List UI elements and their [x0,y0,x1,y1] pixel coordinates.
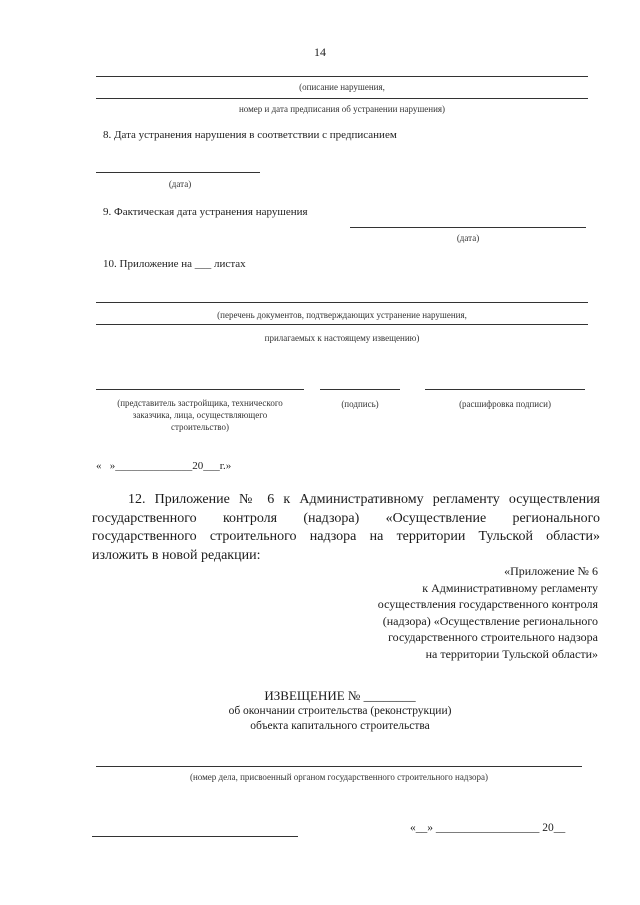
decoding-caption: (расшифровка подписи) [459,399,551,409]
case-number-line [96,766,582,767]
paragraph-12-line-4: изложить в новой редакции: [92,547,261,563]
signature-line [320,389,400,390]
notice-subtitle-1: об окончании строительства (реконструкции) [228,705,452,717]
appendix-line-2: к Административному регламенту [422,580,598,595]
appendix-line-3: осуществления государственного контроля [377,597,598,611]
appendix-line-4: (надзора) «Осуществление регионального [382,613,598,628]
notice-title: ИЗВЕЩЕНИЕ № ________ [264,688,416,703]
notice-subtitle-2: объекта капитального строительства [250,720,430,732]
paragraph-12-line-2: государственного контроля (надзора) «Осуществление регионального [92,510,600,526]
representative-caption-1: (представитель застройщика, технического [117,398,283,408]
signature-caption: (подпись) [341,399,379,409]
violation-desc-caption: (описание нарушения, [299,82,385,92]
representative-line [96,389,304,390]
item-9-date-caption: (дата) [456,233,480,243]
paragraph-12 [92,491,600,565]
representative-caption-2: заказчика, лица, осуществляющего [132,410,268,420]
representative-caption [92,397,308,433]
item-8-date-caption: (дата) [168,179,192,189]
decoding-line [425,389,585,390]
paragraph-12-line-3: государственного строительного надзора на территории Тульской области» [92,529,600,544]
item-9-label: 9. Фактическая дата устранения нарушения [103,206,308,218]
documents-line-1 [96,302,588,303]
item-8-label: 8. Дата устранения нарушения в соответствии с предписанием [103,129,397,141]
violation-desc-line-1 [96,76,588,77]
violation-desc-line-2 [96,98,588,99]
appendix-line-5: государственного строительного надзора [388,630,598,644]
documents-line-2 [96,324,588,325]
bottom-date: «__» __________________ 20__ [410,822,566,834]
page-number: 14 [314,45,326,59]
signature-date: « »______________20___г.» [96,460,232,472]
order-number-caption: номер и дата предписания об устранении нарушения) [238,104,446,114]
documents-caption-1: (перечень документов, подтверждающих устранение нарушения, [217,310,467,320]
appendix-line-1: «Приложение № 6 [504,564,598,578]
case-number-caption: (номер дела, присвоенный органом государственного строительного надзора) [189,772,489,782]
bottom-left-line [92,836,298,837]
item-9-date-line [350,227,586,228]
item-10-label: 10. Приложение на ___ листах [103,258,246,270]
documents-caption-2: прилагаемых к настоящему извещению) [264,333,420,343]
appendix-line-6: на территории Тульской области» [425,646,598,661]
item-8-date-line [96,172,260,173]
representative-caption-3: строительство) [171,422,229,432]
paragraph-12-line-1: 12. Приложение № 6 к Административному регламенту осуществления [128,492,600,507]
appendix-header [298,563,598,662]
